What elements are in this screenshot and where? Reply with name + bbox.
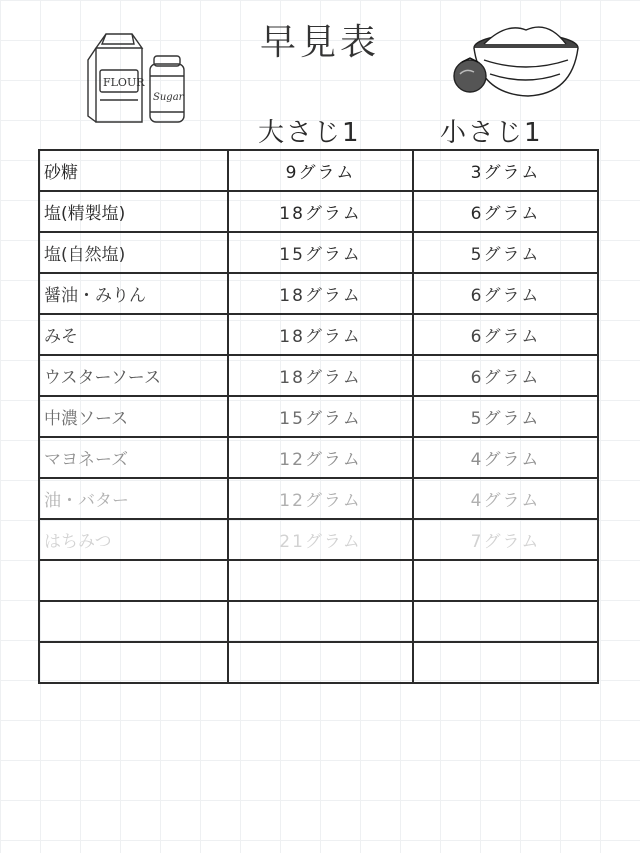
small-spoon-weight: 6グラム: [413, 191, 598, 232]
ingredient-name: はちみつ: [39, 519, 228, 560]
small-spoon-weight: 4グラム: [413, 478, 598, 519]
flour-sugar-illustration: [84, 30, 194, 130]
big-spoon-weight: 12グラム: [228, 478, 413, 519]
big-spoon-weight: 18グラム: [228, 355, 413, 396]
ingredient-name: [39, 560, 228, 601]
table-row: [39, 396, 598, 437]
small-spoon-weight: [413, 601, 598, 642]
table-row: [39, 314, 598, 355]
table-row-empty: [39, 601, 598, 642]
sugar-label: Sugar: [153, 92, 184, 103]
small-spoon-weight: 7グラム: [413, 519, 598, 560]
small-spoon-weight: 3グラム: [413, 150, 598, 191]
big-spoon-weight: 12グラム: [228, 437, 413, 478]
table-row: [39, 519, 598, 560]
small-spoon-weight: 6グラム: [413, 355, 598, 396]
column-header-small-spoon: 小さじ1: [440, 118, 543, 148]
ingredient-name: [39, 601, 228, 642]
bowl-tomato-illustration: [444, 14, 584, 104]
big-spoon-weight: 9グラム: [228, 150, 413, 191]
big-spoon-weight: [228, 601, 413, 642]
small-spoon-weight: [413, 642, 598, 683]
big-spoon-weight: 15グラム: [228, 232, 413, 273]
page-title: 早見表: [259, 22, 380, 63]
table-row: [39, 437, 598, 478]
big-spoon-weight: [228, 560, 413, 601]
ingredient-name: みそ: [39, 314, 228, 355]
ingredient-name: ウスターソース: [39, 355, 228, 396]
big-spoon-weight: 18グラム: [228, 191, 413, 232]
ingredient-name: 塩(自然塩): [39, 232, 228, 273]
big-spoon-weight: 18グラム: [228, 314, 413, 355]
ingredient-name: 油・バター: [39, 478, 228, 519]
table-row-empty: [39, 560, 598, 601]
small-spoon-weight: 4グラム: [413, 437, 598, 478]
ingredient-name: 砂糖: [39, 150, 228, 191]
ingredient-name: 塩(精製塩): [39, 191, 228, 232]
small-spoon-weight: 5グラム: [413, 232, 598, 273]
small-spoon-weight: 6グラム: [413, 273, 598, 314]
table-row: [39, 150, 598, 191]
big-spoon-weight: 18グラム: [228, 273, 413, 314]
big-spoon-weight: 21グラム: [228, 519, 413, 560]
ingredient-name: [39, 642, 228, 683]
table-row: [39, 273, 598, 314]
table-row: [39, 191, 598, 232]
small-spoon-weight: [413, 560, 598, 601]
column-header-big-spoon: 大さじ1: [258, 118, 361, 148]
ingredient-name: マヨネーズ: [39, 437, 228, 478]
ingredient-name: 醤油・みりん: [39, 273, 228, 314]
big-spoon-weight: [228, 642, 413, 683]
table-row: [39, 355, 598, 396]
measurement-table: [38, 149, 599, 684]
big-spoon-weight: 15グラム: [228, 396, 413, 437]
small-spoon-weight: 6グラム: [413, 314, 598, 355]
small-spoon-weight: 5グラム: [413, 396, 598, 437]
table-row: [39, 232, 598, 273]
flour-label: FLOUR: [103, 76, 145, 89]
ingredient-name: 中濃ソース: [39, 396, 228, 437]
table-row: [39, 478, 598, 519]
table-row-empty: [39, 642, 598, 683]
